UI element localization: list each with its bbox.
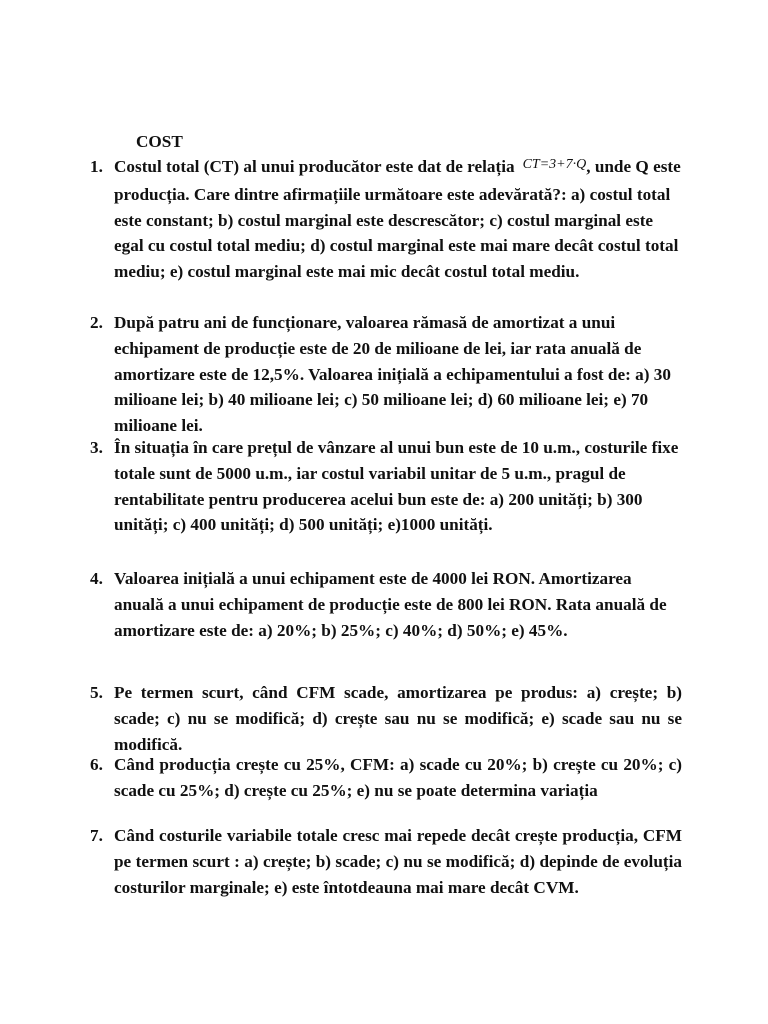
formula: CT=3+7·Q bbox=[522, 157, 587, 172]
question-text bbox=[114, 154, 682, 285]
question-number: 1. bbox=[90, 157, 103, 176]
question-text: În situația în care prețul de vânzare al unui bun este de 10 u.m., costurile fixe totale sunt de 5000 u.m., iar costul variabil unitar de 5 u.m., pragul de rentabilitate pentru producerea acelui bun este de: a) 200 unități; b) 300 unități; c) 400 unități; d) 500 unități; e)1000 unități. bbox=[114, 438, 679, 535]
question-number: 5. bbox=[90, 683, 103, 702]
question-number: 4. bbox=[90, 569, 103, 588]
question-text: Pe termen scurt, când CFM scade, amortizarea pe produs: a) crește; b) scade; c) nu se modifică; d) crește sau nu se modifică; e) scade sau nu se modifică. bbox=[114, 683, 682, 754]
question-text: După patru ani de funcționare, valoarea rămasă de amortizat a unui echipament de producție este de 20 de milioane de lei, iar rata anuală de amortizare este de 12,5%. Valoarea inițială a echipamentului a fost de: a) 30 milioane lei; b) 40 milioane lei; c) 50 milioane lei; d) 60 milioane lei; e) 70 milioane lei. bbox=[114, 313, 671, 436]
question-text: Când producția crește cu 25%, CFM: a) scade cu 20%; b) crește cu 20%; c) scade cu 25%; d) crește cu 25%; e) nu se poate determina variația bbox=[114, 755, 682, 800]
question-text: Când costurile variabile totale cresc mai repede decât crește producția, CFM pe termen scurt : a) crește; b) scade; c) nu se modifică; d) depinde de evoluția costurilor marginale; e) este întotdeauna mai mare decât CVM. bbox=[114, 826, 682, 897]
question-number: 2. bbox=[90, 313, 103, 332]
question-number: 7. bbox=[90, 826, 103, 845]
document-heading: COST bbox=[136, 132, 183, 151]
question-number: 3. bbox=[90, 438, 103, 457]
question-text-part: Costul total (CT) al unui producător este dat de relația bbox=[114, 157, 515, 176]
question-text: Valoarea inițială a unui echipament este de 4000 lei RON. Amortizarea anuală a unui echipament de producție este de 800 lei RON. Rata anuală de amortizare este de: a) 20%; b) 25%; c) 40%; d) 50%; e) 45%. bbox=[114, 569, 667, 640]
question-number: 6. bbox=[90, 755, 103, 774]
question-text-part: , unde Q este producția. Care dintre afirmațiile următoare este adevărată?: a) costul total este constant; b) costul marginal este descrescător; c) costul marginal este egal cu costul total mediu; d) costul marginal este mai mare decât costul total mediu; e) costul marginal este mai mic decât costul total mediu. bbox=[114, 157, 681, 282]
